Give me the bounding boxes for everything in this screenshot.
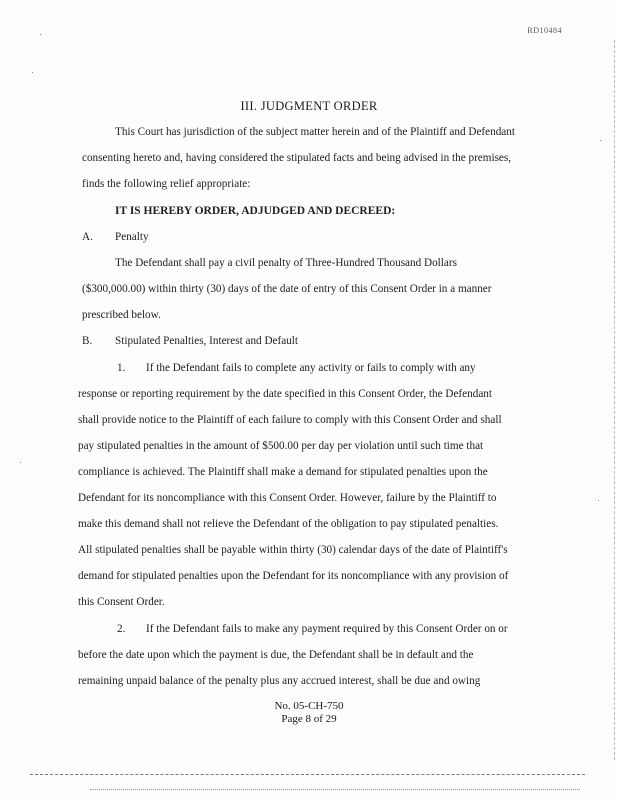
- paragraph-line: make this demand shall not relieve the Defendant of the obligation to pay stipulated penalties.: [78, 518, 499, 530]
- scan-bottom-edge: [90, 789, 580, 790]
- scan-speck: [32, 72, 33, 73]
- paragraph-line: shall provide notice to the Plaintiff of each failure to comply with this Consent Order and shall: [78, 414, 502, 426]
- paragraph-line: If the Defendant fails to make any payment required by this Consent Order on or: [146, 623, 508, 635]
- section-a-title: Penalty: [115, 231, 149, 243]
- scan-edge-artifact: [614, 40, 615, 760]
- paragraph-line: demand for stipulated penalties upon the Defendant for its noncompliance with any provision of: [78, 570, 509, 582]
- paragraph-line: pay stipulated penalties in the amount of $500.00 per day per violation until such time that: [78, 440, 484, 452]
- paragraph-number: 2.: [117, 623, 126, 635]
- section-a-line: prescribed below.: [82, 309, 161, 321]
- paragraph-line: before the date upon which the payment is due, the Defendant shall be in default and the: [78, 649, 474, 661]
- section-heading: III. JUDGMENT ORDER: [240, 99, 378, 113]
- section-a-letter: A.: [82, 231, 93, 243]
- section-b-letter: B.: [82, 335, 93, 347]
- scan-speck: [40, 34, 41, 35]
- section-b-title: Stipulated Penalties, Interest and Default: [115, 335, 298, 347]
- section-a-line: ($300,000.00) within thirty (30) days of the date of entry of this Consent Order in a manner: [82, 283, 492, 295]
- scan-speck: [598, 500, 599, 501]
- paragraph-line: this Consent Order.: [78, 596, 165, 608]
- scan-bottom-edge: [30, 774, 585, 775]
- intro-line: This Court has jurisdiction of the subject matter herein and of the Plaintiff and Defendant: [115, 126, 515, 138]
- paragraph-line: All stipulated penalties shall be payable within thirty (30) calendar days of the date of Plaintiff's: [78, 544, 508, 556]
- paragraph-number: 1.: [117, 362, 126, 374]
- scan-speck: [600, 140, 601, 141]
- intro-line: consenting hereto and, having considered the stipulated facts and being advised in the premises,: [82, 152, 512, 164]
- intro-line: finds the following relief appropriate:: [82, 178, 251, 190]
- paragraph-line: response or reporting requirement by the date specified in this Consent Order, the Defendant: [78, 388, 492, 400]
- scan-speck: [20, 462, 21, 463]
- paragraph-line: remaining unpaid balance of the penalty plus any accrued interest, shall be due and owing: [78, 675, 481, 687]
- bates-number: RD10484: [527, 26, 562, 35]
- paragraph-line: Defendant for its noncompliance with this Consent Order. However, failure by the Plaintiff to: [78, 492, 497, 504]
- page-number: Page 8 of 29: [281, 713, 337, 725]
- case-number: No. 05-CH-750: [274, 700, 344, 712]
- decree-statement: IT IS HEREBY ORDER, ADJUDGED AND DECREED:: [115, 205, 396, 217]
- paragraph-line: If the Defendant fails to complete any activity or fails to comply with any: [146, 362, 476, 374]
- section-a-line: The Defendant shall pay a civil penalty of Three-Hundred Thousand Dollars: [115, 257, 457, 269]
- paragraph-line: compliance is achieved. The Plaintiff shall make a demand for stipulated penalties upon the: [78, 466, 488, 478]
